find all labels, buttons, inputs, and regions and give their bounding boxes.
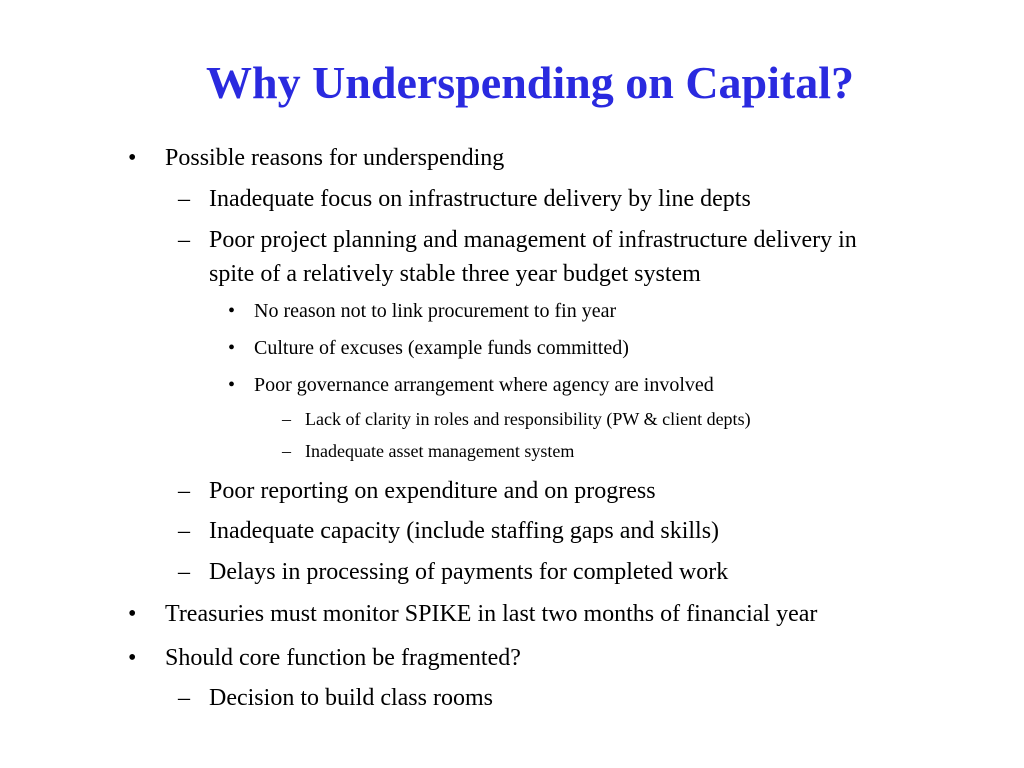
bullet-marker: • — [228, 374, 236, 396]
bullet-text: Possible reasons for underspending — [165, 145, 505, 171]
slide-title: Why Underspending on Capital? — [206, 57, 854, 108]
bullet-text: Decision to build class rooms — [209, 685, 493, 711]
bullet-text: Should core function be fragmented? — [165, 645, 521, 671]
bullet-text: Delays in processing of payments for completed work — [209, 559, 729, 585]
bullet-marker: – — [178, 559, 190, 585]
bullet-marker: – — [282, 441, 291, 461]
bullet-marker: – — [178, 186, 190, 212]
bullet-marker: • — [228, 337, 236, 359]
bullet-marker: • — [128, 145, 137, 171]
bullet-text: Inadequate focus on infrastructure delivery by line depts — [209, 186, 751, 212]
bullet-marker: • — [128, 601, 137, 627]
bullet-text: Inadequate capacity (include staffing gaps and skills) — [209, 518, 720, 544]
bullet-text-line-2: spite of a relatively stable three year budget system — [209, 261, 701, 287]
bullet-marker: – — [178, 685, 190, 711]
bullet-text-line-1: Poor project planning and management of infrastructure delivery in — [209, 227, 857, 253]
bullet-text: Poor reporting on expenditure and on progress — [209, 478, 656, 504]
bullet-marker: • — [128, 645, 137, 671]
bullet-marker: – — [178, 227, 190, 253]
bullet-text: No reason not to link procurement to fin year — [254, 300, 617, 322]
bullet-marker: – — [282, 409, 291, 429]
bullet-text: Treasuries must monitor SPIKE in last two months of financial year — [165, 601, 818, 627]
bullet-marker: – — [178, 478, 190, 504]
bullet-text: Culture of excuses (example funds committed) — [254, 337, 629, 359]
bullet-text: Poor governance arrangement where agency are involved — [254, 374, 714, 396]
bullet-marker: • — [228, 300, 236, 322]
bullet-text: Inadequate asset management system — [305, 441, 575, 461]
bullet-marker: – — [178, 518, 190, 544]
bullet-text: Lack of clarity in roles and responsibility (PW & client depts) — [305, 409, 751, 429]
